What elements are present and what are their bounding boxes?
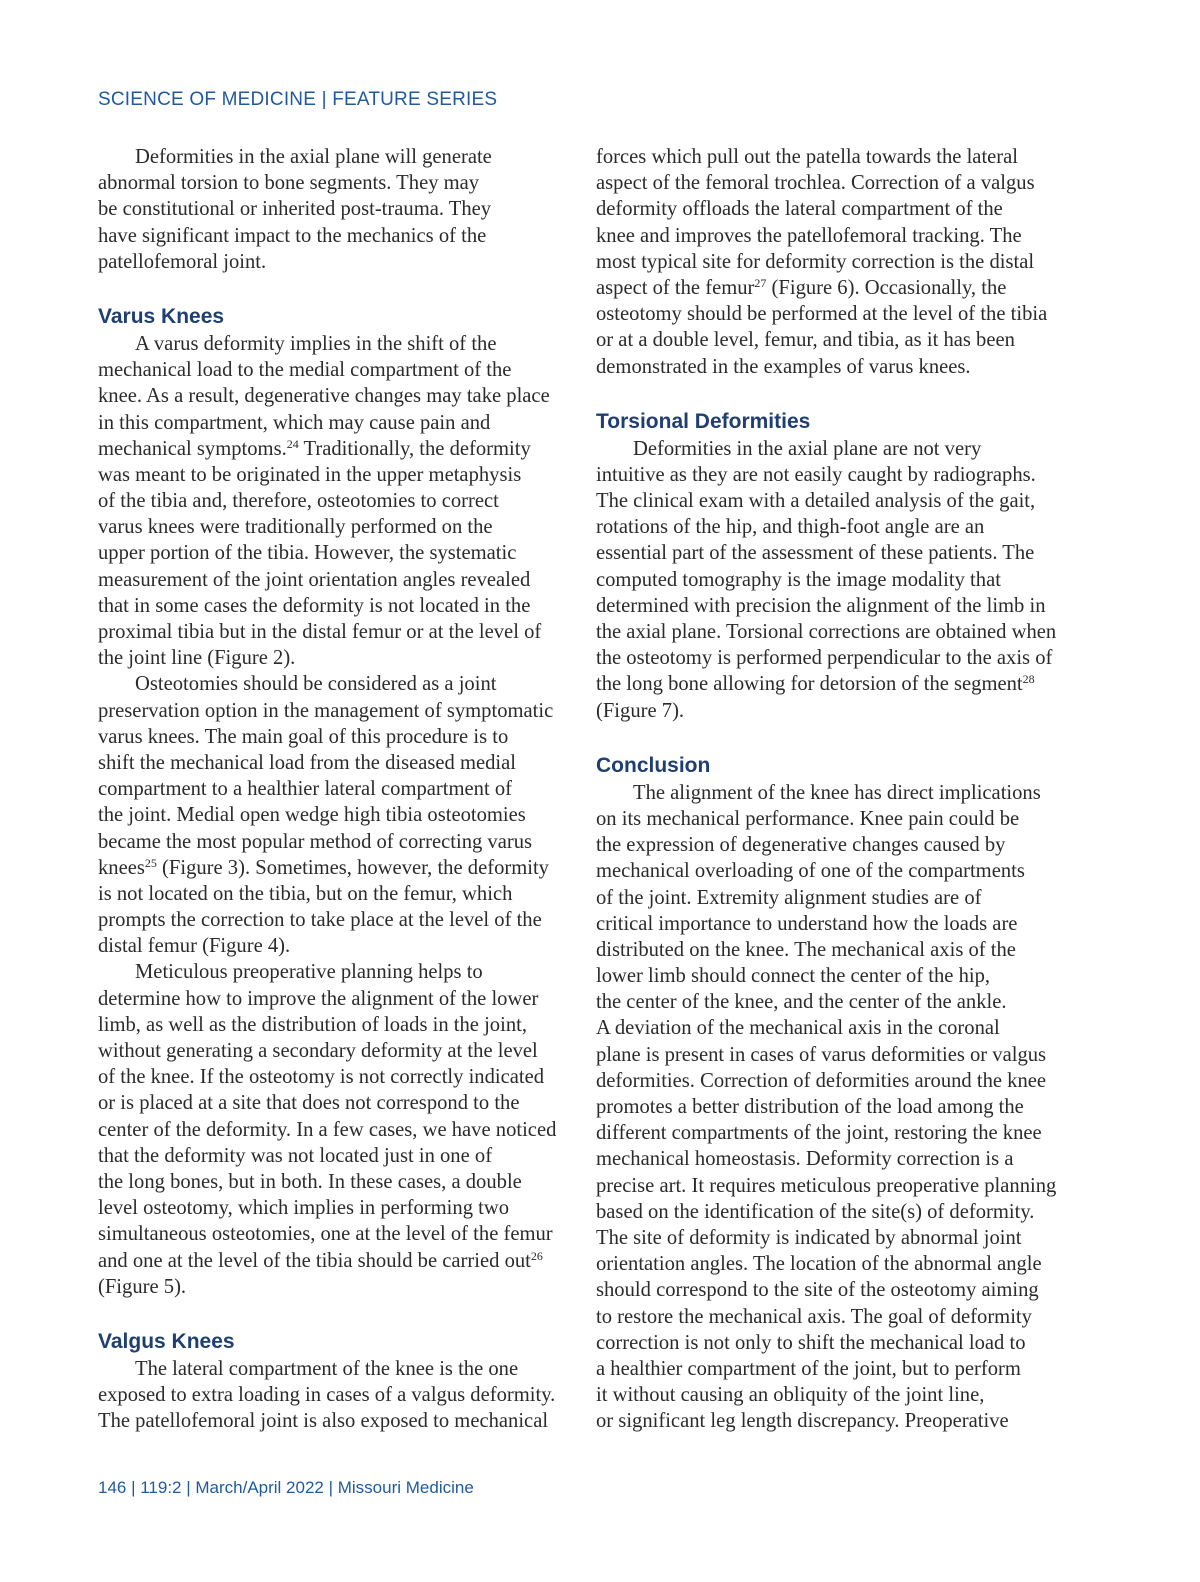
text-line: prompts the correction to take place at the level of the [98,909,542,932]
page-footer: 146 | 119:2 | March/April 2022 | Missouri Medicine [98,1478,474,1497]
text-line: Osteotomies should be considered as a joint [135,673,497,696]
text-line: different compartments of the joint, restoring the knee [596,1122,1042,1145]
text-line: is not located on the tibia, but on the femur, which [98,882,513,905]
reference-27: 27 [754,275,767,290]
paragraph-varus-2: Osteotomies should be considered as a joint preservation option in the management of symptomatic varus knees. The main goal of this procedure is to shift the mechanical load from the diseased medial compartment to a healthier lateral compartment of the joint. Medial open wedge high tibia osteotomies became the most popular method of correcting varus knees$^{25}$ (Figure 3). Sometimes, however, the deformity is not located on the tibia, but on the femur, which prompts the correction to take place at the level of the distal femur (Figure 4). [98,671,576,959]
text-line: based on the identification of the site(s) of deformity. [596,1200,1035,1223]
paragraph-torsional-1: Deformities in the axial plane are not very intuitive as they are not easily caught by radiographs. The clinical exam with a detailed analysis of the gait, rotations of the hip, and thigh-foot angle are an essential part of the assessment of these patients. The computed tomography is the image modality that determined with precision the alignment of the limb in the axial plane. Torsional corrections are obtained when the osteotomy is performed perpendicular to the axis of the long bone allowing for detorsion of the segment$^{28}$ (Figure 7). [596,436,1074,724]
text-line: knee. As a result, degenerative changes may take place [98,385,550,408]
text-line: forces which pull out the patella towards the lateral [596,146,1019,168]
text-line: center of the deformity. In a few cases, we have noticed [98,1118,557,1141]
text-line: became the most popular method of correcting varus [98,830,533,853]
text-line: The lateral compartment of the knee is the one [135,1357,519,1380]
left-column [98,144,576,1434]
paragraph-varus-3: Meticulous preoperative planning helps to determine how to improve the alignment of the lower limb, as well as the distribution of loads in the joint, without generating a secondary deformity at the level of the knee. If the osteotomy is not correctly indicated or is placed at a site that does not correspond to the center of the deformity. In a few cases, we have noticed that the deformity was not located just in one of the long bones, but in both. In these cases, a double level osteotomy, which implies in performing two simultaneous osteotomies, one at the level of the femur and one at the level of the tibia should be carried out$^{26}$ (Figure 5). [98,959,576,1299]
text-line: shift the mechanical load from the diseased medial [98,751,517,774]
right-column [596,144,1074,1434]
text-line: lower limb should connect the center of the hip, [596,965,991,988]
reference-25: 25 [144,855,157,870]
text-line: essential part of the assessment of these patients. The [596,542,1035,565]
text-line: the expression of degenerative changes caused by [596,834,1006,857]
reference-28: 28 [1022,672,1035,687]
text-line: of the knee. If the osteotomy is not correctly indicated [98,1066,545,1089]
text-line: abnormal torsion to bone segments. They may [98,172,480,195]
text-line: A deviation of the mechanical axis in the coronal [596,1017,1000,1040]
text-line: intuitive as they are not easily caught by radiographs. [596,463,1036,486]
heading-varus-knees: Varus Knees [98,304,225,328]
text-line: a healthier compartment of the joint, but to perform [596,1357,1021,1380]
text-line: aspect of the femoral trochlea. Correction of a valgus [596,172,1035,195]
text-line: knee and improves the patellofemoral tracking. The [596,224,1022,247]
paragraph-valgus-continued: forces which pull out the patella towards the lateral aspect of the femoral trochlea. Correction of a valgus deformity offloads the lateral compartment of the knee and improves the patellofemoral tracking. The most typical site for deformity correction is the distal aspect of the femur$^{27}$ (Figure 6). Occasionally, the osteotomy should be performed at the level of the tibia or at a double level, femur, and tibia, as it has been demonstrated in the examples of varus knees. [596,144,1074,380]
text-line: critical importance to understand how the loads are [596,912,1018,935]
text-line: the long bones, but in both. In these cases, a double [98,1170,522,1193]
text-line: on its mechanical performance. Knee pain could be [596,807,1020,830]
paragraph-axial-deformities [98,144,576,275]
text-line: Meticulous preoperative planning helps to [135,961,483,984]
paragraph-valgus-1 [98,1356,576,1435]
heading-torsional-deformities: Torsional Deformities [596,409,811,433]
text-line: promotes a better distribution of the load among the [596,1096,1024,1118]
text-line: of the tibia and, therefore, osteotomies to correct [98,490,499,513]
text-line: plane is present in cases of varus deformities or valgus [596,1043,1047,1066]
text-line: The patellofemoral joint is also exposed to mechanical [98,1410,549,1433]
text-line: mechanical overloading of one of the compartments [596,860,1025,883]
text-line: (Figure 5). [98,1275,187,1298]
text-line: it without causing an obliquity of the joint line, [596,1384,985,1407]
text-line: patellofemoral joint. [98,250,267,273]
text-line: compartment to a healthier lateral compartment of [98,778,512,801]
text-line: or significant leg length discrepancy. Preoperative [596,1410,1009,1433]
text-line: that in some cases the deformity is not located in the [98,594,531,617]
text-line: distributed on the knee. The mechanical axis of the [596,938,1016,961]
text-line: orientation angles. The location of the abnormal angle [596,1253,1042,1276]
text-line: varus knees were traditionally performed on the [98,516,493,539]
text-line: varus knees. The main goal of this procedure is to [98,725,509,748]
text-line: the axial plane. Torsional corrections are obtained when [596,621,1057,643]
text-line: distal femur (Figure 4). [98,935,291,958]
text-line: the joint line (Figure 2). [98,647,296,670]
text-line: limb, as well as the distribution of loads in the joint, [98,1013,527,1036]
text-line: have significant impact to the mechanics of the [98,224,487,247]
text-line: preservation option in the management of symptomatic [98,699,554,722]
text-line: that the deformity was not located just in one of [98,1144,493,1167]
heading-valgus-knees: Valgus Knees [98,1329,235,1353]
running-head: SCIENCE OF MEDICINE | FEATURE SERIES [98,89,498,110]
text-line: deformities. Correction of deformities around the knee [596,1069,1047,1092]
text-line: measurement of the joint orientation angles revealed [98,568,531,591]
text-line: simultaneous osteotomies, one at the level of the femur [98,1223,553,1246]
text-line: most typical site for deformity correction is the distal [596,250,1035,273]
text-line: The alignment of the knee has direct implications [633,781,1041,804]
text-line: to restore the mechanical axis. The goal of deformity [596,1305,1032,1328]
text-line: level osteotomy, which implies in performing two [98,1197,510,1220]
text-line: The site of deformity is indicated by abnormal joint [596,1226,1022,1249]
reference-24: 24 [286,436,299,451]
text-line: the center of the knee, and the center of the ankle. [596,991,1007,1014]
text-line: osteotomy should be performed at the level of the tibia [596,303,1048,326]
text-line: demonstrated in the examples of varus knees. [596,355,971,378]
text-line: correction is not only to shift the mechanical load to [596,1331,1026,1354]
text-line: or is placed at a site that does not correspond to the [98,1092,520,1115]
text-line: upper portion of the tibia. However, the systematic [98,542,517,565]
text-line: was meant to be originated in the upper metaphysis [98,463,522,486]
text-line: precise art. It requires meticulous preoperative planning [596,1174,1057,1197]
text-line: Deformities in the axial plane will generate [135,146,492,168]
text-line: should correspond to the site of the osteotomy aiming [596,1279,1039,1302]
text-line: determine how to improve the alignment of the lower [98,987,539,1010]
paragraph-varus-1: A varus deformity implies in the shift of the mechanical load to the medial compartment of the knee. As a result, degenerative changes may take place in this compartment, which may cause pain and mechanical symptoms.$^{24}$ Traditionally, the deformity was meant to be originated in the upper metaphysis of the tibia and, therefore, osteotomies to correct varus knees were traditionally performed on the upper portion of the tibia. However, the systematic measurement of the joint orientation angles revealed that in some cases the deformity is not located in the proximal tibia but in the distal femur or at the level of the joint line (Figure 2). [98,331,576,671]
text-line: or at a double level, femur, and tibia, as it has been [596,329,1015,352]
text-line: The clinical exam with a detailed analysis of the gait, [596,490,1036,513]
text-line: without generating a secondary deformity at the level [98,1040,538,1062]
reference-26: 26 [530,1248,543,1263]
text-line: the joint. Medial open wedge high tibia osteotomies [98,804,526,827]
text-line: deformity offloads the lateral compartment of the [596,198,1003,221]
text-line: mechanical load to the medial compartment of the [98,359,512,382]
text-line: (Figure 7). [596,699,685,722]
text-line: rotations of the hip, and thigh-foot angle are an [596,516,985,539]
text-line: the osteotomy is performed perpendicular to the axis of [596,647,1053,670]
text-line: Deformities in the axial plane are not very [633,437,982,460]
text-line: exposed to extra loading in cases of a valgus deformity. [98,1384,556,1407]
text-line: computed tomography is the image modality that [596,568,1001,591]
paragraph-conclusion [596,780,1074,1435]
text-line: determined with precision the alignment of the limb in [596,594,1046,617]
text-line: be constitutional or inherited post-trauma. They [98,198,492,221]
text-line: A varus deformity implies in the shift of the [135,332,497,355]
text-line: mechanical homeostasis. Deformity correction is a [596,1148,1014,1171]
text-line: proximal tibia but in the distal femur or at the level of [98,621,542,643]
heading-conclusion: Conclusion [596,753,711,777]
text-line: of the joint. Extremity alignment studies are of [596,886,982,909]
text-line: in this compartment, which may cause pain and [98,411,491,434]
